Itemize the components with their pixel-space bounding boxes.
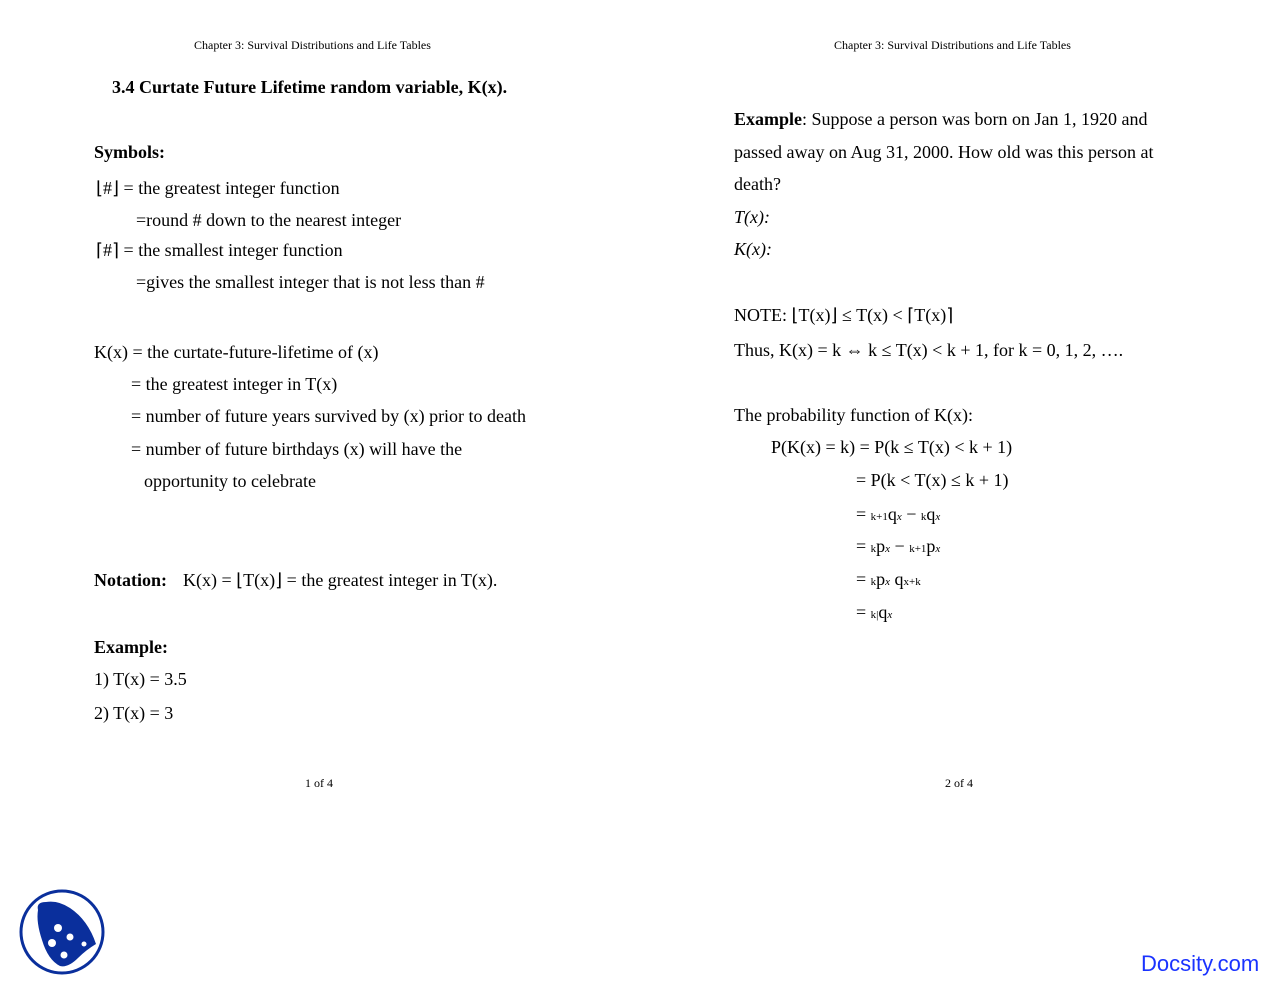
equation: P(K(x) = k) = P(k ≤ T(x) < k + 1) — [771, 437, 1013, 457]
ceil-definition: ⌈#⌉ = the smallest integer function — [96, 240, 343, 260]
equation: = k+1qx − kqx — [856, 504, 941, 524]
example-line: death? — [734, 174, 781, 194]
k-definition: opportunity to celebrate — [144, 471, 316, 491]
thus-statement: Thus, K(x) = k ⇔ k ≤ T(x) < k + 1, for k = 0, 1, 2, …. — [734, 340, 1124, 360]
notation-text: K(x) = ⌊T(x)⌋ = the greatest integer in T(x). — [183, 570, 498, 590]
ceil-definition-2: =gives the smallest integer that is not less than # — [136, 272, 485, 292]
example-item: 2) T(x) = 3 — [94, 703, 174, 723]
k-definition: K(x) = the curtate-future-lifetime of (x) — [94, 342, 379, 362]
kx-label: K(x): — [734, 239, 772, 259]
section-title: 3.4 Curtate Future Lifetime random variable, K(x). — [112, 77, 508, 97]
example-heading: Example: — [94, 637, 168, 657]
example-line: passed away on Aug 31, 2000. How old was this person at — [734, 142, 1154, 162]
example-paragraph — [734, 108, 1147, 130]
symbols-heading: Symbols: — [94, 142, 166, 162]
probability-heading: The probability function of K(x): — [734, 405, 973, 425]
example-text: : Suppose a person was born on Jan 1, 1920 and — [802, 109, 1148, 129]
k-definition: = number of future birthdays (x) will have the — [131, 439, 463, 459]
notation-label: Notation: — [94, 570, 167, 590]
note: NOTE: ⌊T(x)⌋ ≤ T(x) < ⌈T(x)⌉ — [734, 305, 954, 325]
equation: = P(k < T(x) ≤ k + 1) — [856, 470, 1009, 490]
page1-header: Chapter 3: Survival Distributions and Life Tables — [194, 38, 431, 52]
k-definition: = the greatest integer in T(x) — [131, 374, 338, 394]
page1-footer: 1 of 4 — [305, 776, 333, 790]
example-item: 1) T(x) = 3.5 — [94, 669, 187, 689]
floor-definition-2: =round # down to the nearest integer — [136, 210, 402, 230]
docsity-logo-icon — [18, 888, 106, 976]
page2-footer: 2 of 4 — [945, 776, 973, 790]
example-label: Example — [734, 109, 803, 129]
equation: = kpx − k+1px — [856, 536, 941, 556]
page2-header: Chapter 3: Survival Distributions and Life Tables — [834, 38, 1071, 52]
equation: = k|qx — [856, 602, 893, 622]
equation: = kpx qx+k — [856, 569, 921, 589]
docsity-brand-link[interactable]: Docsity.com — [1141, 951, 1260, 976]
tx-label: T(x): — [734, 207, 770, 227]
floor-definition: ⌊#⌋ = the greatest integer function — [96, 178, 340, 198]
k-definition: = number of future years survived by (x) prior to death — [131, 406, 527, 426]
